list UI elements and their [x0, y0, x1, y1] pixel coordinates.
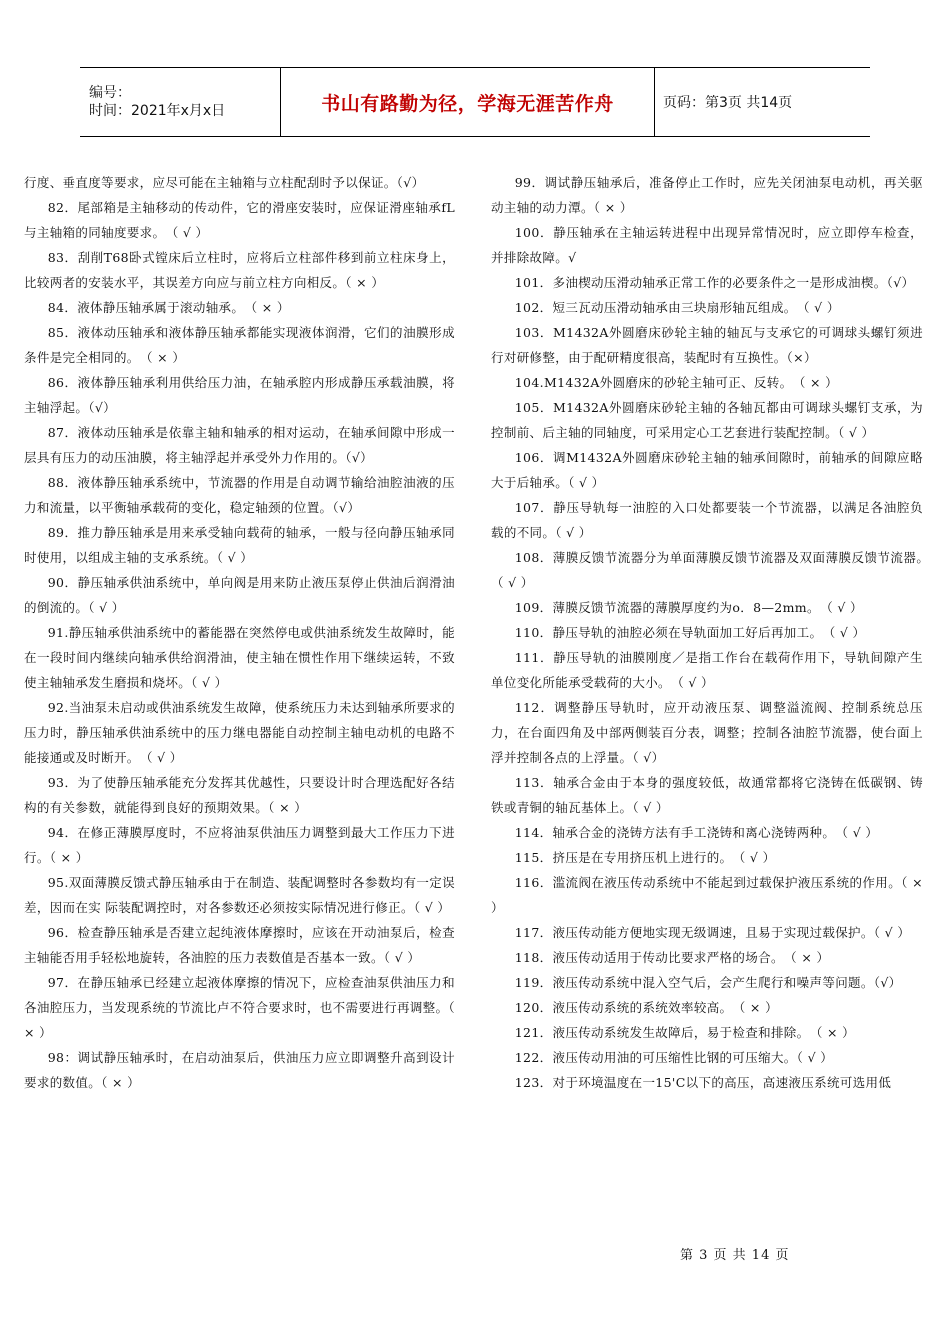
question-item: 105．M1432A外圆磨床砂轮主轴的各轴瓦都由可调球头螺钉支承，为控制前、后主轴的同轴度，可采用定心工艺套进行装配控制。（ √ ）	[491, 400, 923, 440]
question-item: 96．检查静压轴承是否建立起纯液体摩擦时，应该在开动油泵后，检查主轴能否用手轻松地旋转，各油腔的压力表数值是否基本一致。（ √ ）	[24, 925, 455, 965]
question-item: 115．挤压是在专用挤压机上进行的。 （ √ ）	[514, 850, 776, 865]
question-item: 102．短三瓦动压滑动轴承由三块扇形轴瓦组成。 （ √ ）	[514, 300, 840, 315]
question-item: 114．轴承合金的浇铸方法有手工浇铸和离心浇铸两种。 （ √ ）	[514, 825, 879, 840]
question-item: 116．滥流阀在液压传动系统中不能起到过载保护液压系统的作用。（ × ）	[491, 875, 923, 915]
question-item: 109．薄膜反馈节流器的薄膜厚度约为o．8—2mm。 （ √ ）	[514, 600, 863, 615]
question-item: 85．液体动压轴承和液体静压轴承都能实现液体润滑，它们的油膜形成条件是完全相同的。 （ × ）	[24, 325, 455, 365]
document-date-label: 时间：2021年x月x日	[89, 103, 226, 119]
document-number-label: 编号：	[89, 85, 131, 101]
question-item: 120．液压传动系统的系统效率较高。 （ × ）	[514, 1000, 778, 1015]
question-item: 113．轴承合金由于本身的强度较低，故通常都将它浇铸在低碳钢、铸铁或青铜的轴瓦基体上。（ √ ）	[491, 775, 923, 815]
question-item: 92.当油泵未启动或供油系统发生故障，使系统压力未达到轴承所要求的压力时，静压轴承供油系统中的压力继电器能自动控制主轴电动机的电路不能接通或及时断开。 （ √ ）	[24, 700, 455, 765]
question-item: 123．对于环境温度在一15'C以下的高压，高速液压系统可选用低	[514, 1075, 892, 1090]
question-item: 108．薄膜反馈节流器分为单面薄膜反馈节流器及双面薄膜反馈节流器。 （ √ ）	[491, 550, 936, 590]
question-item: 101．多油楔动压滑动轴承正常工作的必要条件之一是形成油楔。（√）	[514, 275, 915, 290]
page-footer: 第 3 页 共 14 页	[680, 1248, 790, 1263]
question-item: 110．静压导轨的油腔必须在导轨面加工好后再加工。 （ √ ）	[514, 625, 866, 640]
question-item: 97．在静压轴承已经建立起液体摩擦的情况下，应检查油泵供油压力和各油腔压力，当发现系统的节流比卢不符合要求时，也不需要进行再调整。（ × ）	[24, 975, 455, 1040]
question-item: 88．液体静压轴承系统中，节流器的作用是自动调节输给油腔油液的压力和流量，以平衡轴承载荷的变化，稳定轴颈的位置。（√）	[24, 475, 455, 515]
question-item: 83．刮削T68卧式镗床后立柱时，应将后立柱部件移到前立柱床身上，比较两者的安装水平，其误差方向应与前立柱方向相反。（ × ）	[24, 250, 455, 290]
question-item: 84．液体静压轴承属于滚动轴承。 （ × ）	[47, 300, 290, 315]
question-item: 119．液压传动系统中混入空气后，会产生爬行和噪声等问题。（√）	[514, 975, 902, 990]
question-item: 98：调试静压轴承时，在启动油泵后，供油压力应立即调整升高到设计要求的数值。（ × ）	[24, 1050, 455, 1090]
question-item: 86．液体静压轴承利用供给压力油，在轴承腔内形成静压承载油膜，将主轴浮起。（√）	[24, 375, 455, 415]
question-item: 117．液压传动能方便地实现无级调速，且易于实现过载保护。（ √ ）	[514, 925, 911, 940]
question-item: 90．静压轴承供油系统中，单向阀是用来防止液压泵停止供油后润滑油的倒流的。（ √ ）	[24, 575, 455, 615]
question-item: 99．调试静压轴承后，准备停止工作时，应先关闭油泵电动机，再关驱动主轴的动力潭。（ × ）	[491, 175, 923, 215]
question-item: 103．M1432A外圆磨床砂轮主轴的轴瓦与支承它的可调球头螺钉须进行对研修整，由于配研精度很高，装配时有互换性。（×）	[491, 325, 923, 365]
header-meta-cell	[80, 68, 281, 137]
header-motto-cell	[281, 68, 655, 137]
question-item: 91.静压轴承供油系统中的蓄能器在突然停电或供油系统发生故障时，能在一段时间内继续向轴承供给润滑油，使主轴在惯性作用下继续运转，不致使主轴轴承发生磨损和烧坏。（ √ ）	[24, 625, 455, 690]
right-column	[491, 170, 936, 1095]
question-item: 118．液压传动适用于传动比要求严格的场合。 （ × ）	[514, 950, 830, 965]
question-item: 122．液压传动用油的可压缩性比钢的可压缩大。（ √ ）	[514, 1050, 834, 1065]
question-item: 111．静压导轨的油膜刚度／是指工作台在载荷作用下，导轨间隙产生单位变化所能承受载荷的大小。 （ √ ）	[491, 650, 923, 690]
question-item: 112．调整静压导轨时，应开动液压泵、调整溢流阀、控制系统总压力，在台面四角及中部两侧装百分表，调整；控制各油腔节流器，使台面上浮并控制各点的上浮量。（ √）	[491, 700, 923, 765]
question-item: 94．在修正薄膜厚度时，不应将油泵供油压力调整到最大工作压力下进行。（ × ）	[24, 825, 455, 865]
question-item: 121．液压传动系统发生故障后，易于检查和排除。 （ × ）	[514, 1025, 856, 1040]
header-motto: 书山有路勤为径，学海无涯苦作舟	[321, 92, 614, 115]
page-info: 页码：第3页 共14页	[655, 68, 871, 137]
header-table	[80, 67, 870, 137]
question-item: 89．推力静压轴承是用来承受轴向载荷的轴承，一般与径向静压轴承同时使用，以组成主轴的支承系统。（ √ ）	[24, 525, 455, 565]
question-item: 82．尾部箱是主轴移动的传动件，它的滑座安装时，应保证滑座轴承fL与主轴箱的同轴度要求。 （ √ ）	[24, 200, 455, 240]
question-item: 106．调M1432A外圆磨床砂轮主轴的轴承间隙时，前轴承的间隙应略大于后轴承。（ √ ）	[491, 450, 923, 490]
question-item: 87．液体动压轴承是依靠主轴和轴承的相对运动，在轴承间隙中形成一层具有压力的动压油膜，将主轴浮起并承受外力作用的。（√）	[24, 425, 455, 465]
question-item: 107．静压导轨每一油腔的入口处都要装一个节流器，以满足各油腔负载的不同。（ √ ）	[491, 500, 923, 540]
question-item: 100．静压轴承在主轴运转进程中出现异常情况时，应立即停车检查，并排除故障。√	[491, 225, 923, 265]
question-item: 93．为了使静压轴承能充分发挥其优越性，只要设计时合理选配好各结构的有关参数，就能得到良好的预期效果。（ × ）	[24, 775, 455, 815]
question-item: 104.M1432A外圆磨床的砂轮主轴可正、反转。 （ × ）	[514, 375, 838, 390]
question-item: 行度、垂直度等要求，应尽可能在主轴箱与立柱配刮时予以保证。（√）	[24, 175, 425, 190]
left-column	[24, 170, 455, 1095]
question-item: 95.双面薄膜反馈式静压轴承由于在制造、装配调整时各参数均有一定误差，因而在实 际装配调控时，对各参数还必须按实际情况进行修正。（ √ ）	[24, 875, 455, 915]
